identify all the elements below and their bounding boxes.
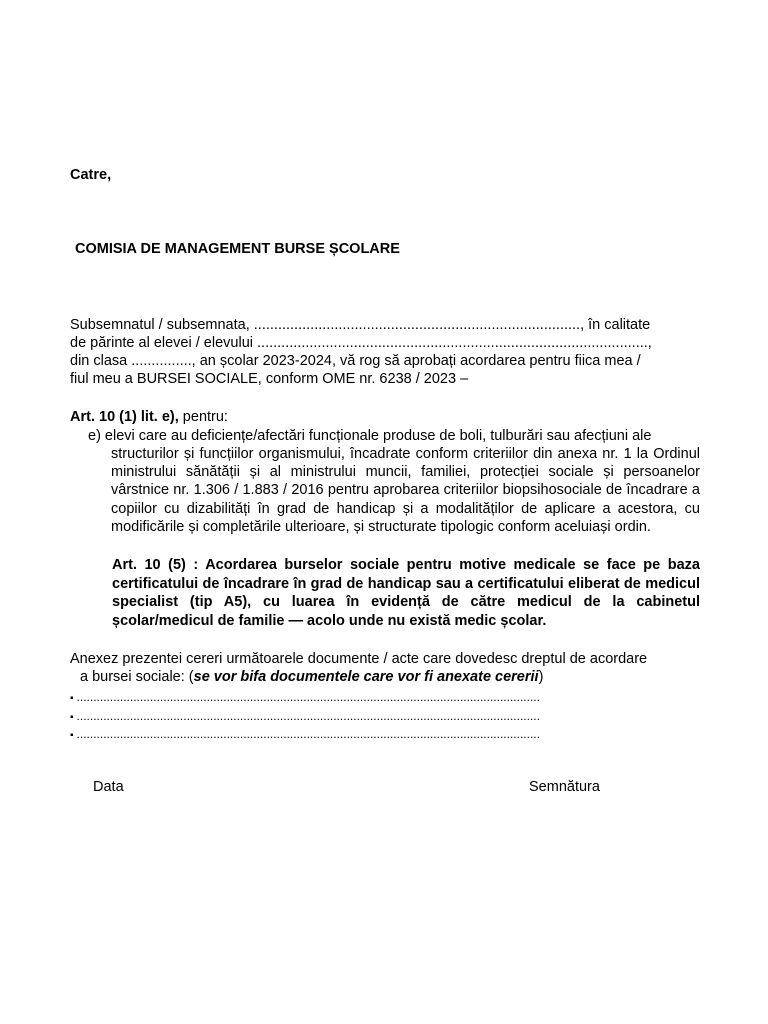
document-blank-2: ........................................................................................................................................... (76, 709, 540, 723)
commission-title: COMISIA DE MANAGEMENT BURSE ȘCOLARE (75, 241, 400, 257)
attachments-intro-suffix: ) (538, 669, 544, 685)
document-row-2[interactable] (70, 707, 630, 725)
article-heading (70, 408, 228, 426)
request-line-3: din clasa ..............., an școlar 2023-2024, vă rog să aprobați acordarea pentru fiica mea / (70, 353, 641, 369)
signature-label: Semnătura (529, 779, 600, 795)
document-blank-1: ........................................................................................................................................... (76, 690, 540, 704)
attachments-intro-prefix: a bursei sociale: ( (80, 669, 194, 685)
bullet-icon: ▪ (70, 712, 74, 723)
clause-e (88, 427, 700, 536)
document-row-3[interactable] (70, 725, 630, 743)
bullet-icon: ▪ (70, 730, 74, 741)
bullet-icon: ▪ (70, 693, 74, 704)
attachments-note: se vor bifa documentele care vor fi anexate cererii (193, 669, 539, 685)
date-label: Data (93, 779, 124, 795)
request-line-4: fiul meu a BURSEI SOCIALE, conform OME nr. 6238 / 2023 – (70, 371, 469, 387)
document-blank-3: ........................................................................................................................................... (76, 727, 540, 741)
attachments-intro-line-1: Anexez prezentei cereri următoarele documente / acte care dovedesc dreptul de acordare (70, 651, 648, 667)
clause-e-first-line: e) elevi care au deficiențe/afectări funcționale produse de boli, tulburări sau afecțiuni ale (88, 428, 652, 444)
article-heading-rest: pentru: (178, 409, 228, 425)
attachments-intro-line-2 (80, 668, 710, 686)
clause-e-body: structurilor și funcțiilor organismului, încadrate conform criteriilor din anexa nr. 1 la Ordinul ministrului sănătății și al ministrului muncii, familiei, protecției sociale și persoanelor vârstnice nr. 1.306 / 1.883 / 2016 pentru aprobarea criteriilor biopsihosociale de încadrare a copiilor cu dizabilități în grad de handicap și a modalităților de aplicare a acestora, cu modificările și completările ulterioare, și structurate tipologic conform aceluiași ordin. (111, 446, 700, 535)
article-reference: Art. 10 (1) lit. e), (70, 409, 179, 425)
document-row-1[interactable] (70, 688, 630, 706)
request-paragraph (70, 316, 698, 388)
addressee-line: Catre, (70, 167, 112, 183)
request-line-1: Subsemnatul / subsemnata, ................................................................................., în calitate (70, 317, 651, 333)
request-line-2: de părinte al elevei / elevului ................................................................................................., (70, 335, 652, 351)
article-5-paragraph: Art. 10 (5) : Acordarea burselor sociale pentru motive medicale se face pe baza certificatului de încadrare în grad de handicap sau a certificatului eliberat de medicul specialist (tip A5), cu luarea în evidență de către medicul de la cabinetul școlar/medicul de familie — acolo unde nu există medic școlar. (112, 557, 700, 630)
attachments-intro (70, 650, 710, 686)
